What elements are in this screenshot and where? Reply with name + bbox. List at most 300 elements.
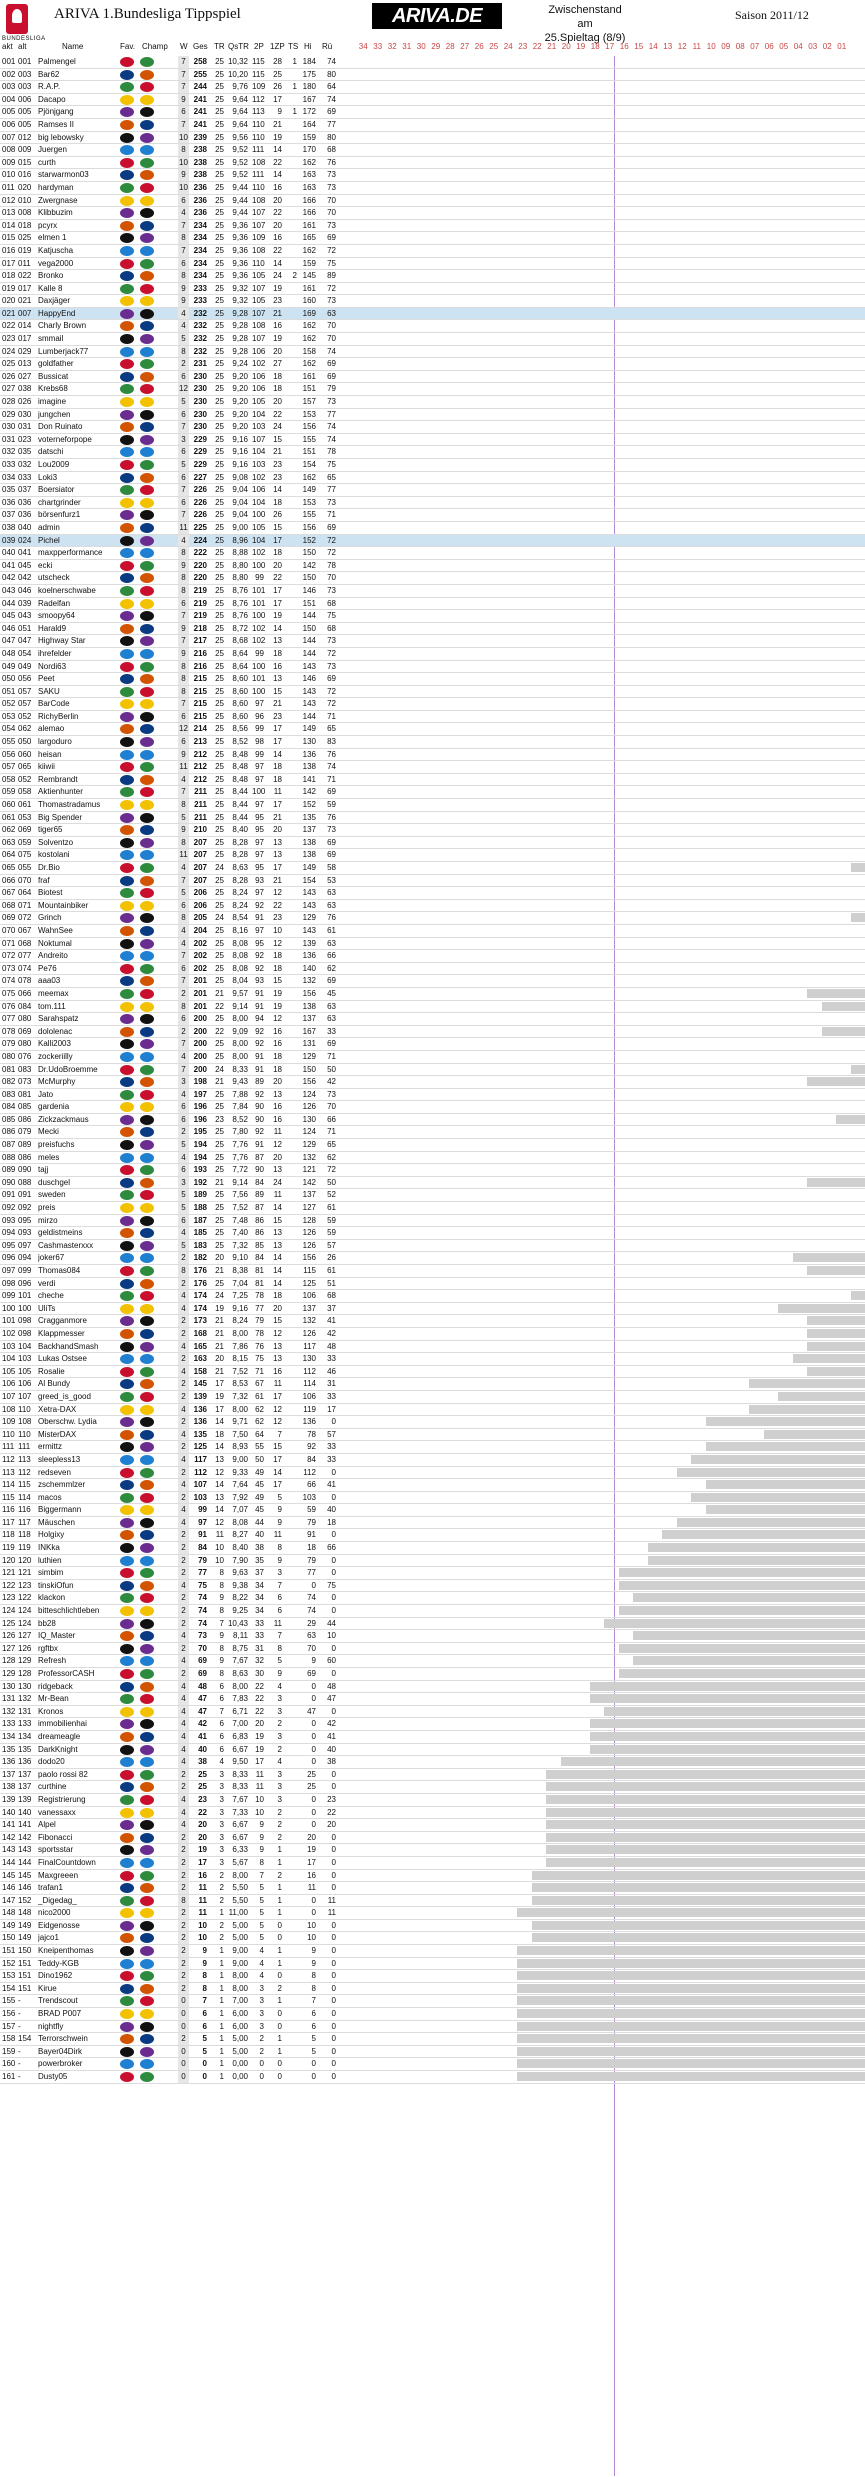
cell-name[interactable]: powerbroker <box>38 2059 83 2069</box>
table-row[interactable] <box>0 1278 865 1291</box>
cell-name[interactable]: RichyBerlin <box>38 711 79 721</box>
cell-name[interactable]: voterneforpope <box>38 434 92 444</box>
cell-name[interactable]: Oberschw. Lydia <box>38 1417 97 1427</box>
cell-name[interactable]: curth <box>38 157 56 167</box>
table-row[interactable] <box>0 169 865 182</box>
cell-name[interactable]: BRAD P007 <box>38 2009 82 2019</box>
table-row[interactable] <box>0 232 865 245</box>
table-row[interactable] <box>0 1114 865 1127</box>
table-row[interactable] <box>0 2008 865 2021</box>
table-row[interactable] <box>0 1807 865 1820</box>
cell-name[interactable]: fraf <box>38 875 50 885</box>
table-row[interactable] <box>0 1731 865 1744</box>
cell-name[interactable]: Katjuscha <box>38 245 74 255</box>
table-row[interactable] <box>0 837 865 850</box>
table-row[interactable] <box>0 1567 865 1580</box>
cell-name[interactable]: cheche <box>38 1291 64 1301</box>
table-row[interactable] <box>0 283 865 296</box>
table-row[interactable] <box>0 1542 865 1555</box>
table-row[interactable] <box>0 560 865 573</box>
table-row[interactable] <box>0 950 865 963</box>
table-row[interactable] <box>0 1555 865 1568</box>
table-row[interactable] <box>0 598 865 611</box>
cell-name[interactable]: tajj <box>38 1165 49 1175</box>
cell-name[interactable]: Teddy-KGB <box>38 1958 79 1968</box>
cell-name[interactable]: McMurphy <box>38 1077 76 1087</box>
cell-name[interactable]: Cashmasterxxx <box>38 1240 94 1250</box>
cell-name[interactable]: Kronos <box>38 1706 64 1716</box>
cell-name[interactable]: Pe76 <box>38 963 57 973</box>
table-row[interactable] <box>0 1655 865 1668</box>
cell-name[interactable]: elmen 1 <box>38 233 67 243</box>
table-row[interactable] <box>0 535 865 548</box>
table-row[interactable] <box>0 1189 865 1202</box>
cell-name[interactable]: macos <box>38 1492 62 1502</box>
table-row[interactable] <box>0 1404 865 1417</box>
table-row[interactable] <box>0 698 865 711</box>
cell-name[interactable]: BarCode <box>38 699 70 709</box>
cell-name[interactable]: Mr-Bean <box>38 1694 69 1704</box>
table-row[interactable] <box>0 824 865 837</box>
table-row[interactable] <box>0 1101 865 1114</box>
table-row[interactable] <box>0 182 865 195</box>
table-row[interactable] <box>0 1467 865 1480</box>
cell-name[interactable]: vega2000 <box>38 258 74 268</box>
table-row[interactable] <box>0 1341 865 1354</box>
table-row[interactable] <box>0 1416 865 1429</box>
table-row[interactable] <box>0 1177 865 1190</box>
table-row[interactable] <box>0 1517 865 1530</box>
cell-name[interactable]: Registrierung <box>38 1794 86 1804</box>
cell-name[interactable]: Mäuschen <box>38 1517 75 1527</box>
table-row[interactable] <box>0 1089 865 1102</box>
cell-name[interactable]: Rosalie <box>38 1366 65 1376</box>
table-row[interactable] <box>0 799 865 812</box>
cell-name[interactable]: Al Bundy <box>38 1379 71 1389</box>
cell-name[interactable]: Fibonacci <box>38 1832 73 1842</box>
cell-name[interactable]: pcyrx <box>38 220 58 230</box>
table-row[interactable] <box>0 1932 865 1945</box>
table-row[interactable] <box>0 1832 865 1845</box>
cell-name[interactable]: tinskiOfun <box>38 1580 74 1590</box>
table-row[interactable] <box>0 245 865 258</box>
table-row[interactable] <box>0 1681 865 1694</box>
cell-name[interactable]: Don Ruinato <box>38 422 83 432</box>
cell-name[interactable]: paolo rossi 82 <box>38 1769 88 1779</box>
table-row[interactable] <box>0 1945 865 1958</box>
cell-name[interactable]: maxpperformance <box>38 548 103 558</box>
table-row[interactable] <box>0 371 865 384</box>
table-row[interactable] <box>0 1013 865 1026</box>
cell-name[interactable]: Solventzo <box>38 837 74 847</box>
table-row[interactable] <box>0 1668 865 1681</box>
cell-name[interactable]: imagine <box>38 397 67 407</box>
table-row[interactable] <box>0 69 865 82</box>
cell-name[interactable]: smoopy64 <box>38 611 75 621</box>
cell-name[interactable]: meemax <box>38 988 69 998</box>
cell-name[interactable]: ihrefelder <box>38 648 72 658</box>
table-row[interactable] <box>0 1026 865 1039</box>
table-row[interactable] <box>0 1290 865 1303</box>
cell-name[interactable]: Dr.Bio <box>38 863 60 872</box>
cell-name[interactable]: INKka <box>38 1543 60 1553</box>
table-row[interactable] <box>0 849 865 862</box>
cell-name[interactable]: Holgixy <box>38 1530 65 1540</box>
cell-name[interactable]: verdi <box>38 1278 56 1288</box>
table-row[interactable] <box>0 774 865 787</box>
table-row[interactable] <box>0 1076 865 1089</box>
cell-name[interactable]: redseven <box>38 1467 71 1477</box>
cell-name[interactable]: Dusty05 <box>38 2072 68 2081</box>
table-row[interactable] <box>0 1706 865 1719</box>
table-row[interactable] <box>0 1353 865 1366</box>
cell-name[interactable]: largoduro <box>38 737 72 747</box>
table-row[interactable] <box>0 1643 865 1656</box>
cell-name[interactable]: Boersiator <box>38 485 75 495</box>
cell-name[interactable]: Terrorschwein <box>38 2034 88 2044</box>
cell-name[interactable]: ProfessorCASH <box>38 1669 95 1678</box>
table-row[interactable] <box>0 333 865 346</box>
cell-name[interactable]: immobilienhai <box>38 1719 87 1729</box>
table-row[interactable] <box>0 648 865 661</box>
table-row[interactable] <box>0 988 865 1001</box>
table-row[interactable] <box>0 862 865 875</box>
cell-name[interactable]: alemao <box>38 724 65 734</box>
table-row[interactable] <box>0 585 865 598</box>
cell-name[interactable]: gardenia <box>38 1102 70 1112</box>
cell-name[interactable]: Krebs68 <box>38 384 68 394</box>
cell-name[interactable]: Eidgenosse <box>38 1920 80 1930</box>
table-row[interactable] <box>0 295 865 308</box>
table-row[interactable] <box>0 1164 865 1177</box>
table-row[interactable] <box>0 786 865 799</box>
table-row[interactable] <box>0 1970 865 1983</box>
cell-name[interactable]: Pichel <box>38 535 60 545</box>
table-row[interactable] <box>0 509 865 522</box>
table-row[interactable] <box>0 1064 865 1077</box>
table-row[interactable] <box>0 1870 865 1883</box>
cell-name[interactable]: Kneipenthomas <box>38 1946 94 1956</box>
table-row[interactable] <box>0 1492 865 1505</box>
table-row[interactable] <box>0 1857 865 1870</box>
table-row[interactable] <box>0 1907 865 1920</box>
table-row[interactable] <box>0 938 865 951</box>
table-row[interactable] <box>0 94 865 107</box>
table-row[interactable] <box>0 132 865 145</box>
cell-name[interactable]: ermittz <box>38 1442 62 1452</box>
table-row[interactable] <box>0 912 865 925</box>
cell-name[interactable]: Pjönjgang <box>38 107 74 117</box>
table-row[interactable] <box>0 1202 865 1215</box>
cell-name[interactable]: kostolani <box>38 850 70 860</box>
table-row[interactable] <box>0 106 865 119</box>
cell-name[interactable]: Nordi63 <box>38 661 67 671</box>
cell-name[interactable]: tiger65 <box>38 825 63 835</box>
table-row[interactable] <box>0 409 865 422</box>
cell-name[interactable]: datschi <box>38 447 64 457</box>
cell-name[interactable]: curthine <box>38 1782 67 1792</box>
cell-name[interactable]: Daxjäger <box>38 296 71 306</box>
cell-name[interactable]: heisan <box>38 749 62 759</box>
table-row[interactable] <box>0 358 865 371</box>
table-row[interactable] <box>0 1139 865 1152</box>
cell-name[interactable]: rgftbx <box>38 1643 59 1653</box>
cell-name[interactable]: bitteschlichtleben <box>38 1606 100 1616</box>
cell-name[interactable]: Kirue <box>38 1983 57 1993</box>
cell-name[interactable]: Maxgreeen <box>38 1870 79 1880</box>
table-row[interactable] <box>0 761 865 774</box>
table-row[interactable] <box>0 1995 865 2008</box>
cell-name[interactable]: simbim <box>38 1568 64 1578</box>
cell-name[interactable]: MisterDAX <box>38 1429 77 1439</box>
table-row[interactable] <box>0 1756 865 1769</box>
cell-name[interactable]: Peet <box>38 674 55 684</box>
cell-name[interactable]: Mecki <box>38 1127 59 1137</box>
cell-name[interactable]: Thomastradamus <box>38 800 101 810</box>
cell-name[interactable]: Aktienhunter <box>38 787 83 797</box>
table-row[interactable] <box>0 396 865 409</box>
table-row[interactable] <box>0 736 865 749</box>
cell-name[interactable]: Andreito <box>38 951 68 961</box>
cell-name[interactable]: Charly Brown <box>38 321 87 331</box>
table-row[interactable] <box>0 1983 865 1996</box>
cell-name[interactable]: IQ_Master <box>38 1631 76 1641</box>
cell-name[interactable]: Klibbuzim <box>38 208 73 218</box>
cell-name[interactable]: _Digedag_ <box>38 1895 77 1905</box>
cell-name[interactable]: Alpel <box>38 1820 56 1830</box>
table-row[interactable] <box>0 812 865 825</box>
cell-name[interactable]: Klappmesser <box>38 1328 85 1338</box>
cell-name[interactable]: jajco1 <box>38 1933 59 1943</box>
table-row[interactable] <box>0 900 865 913</box>
table-row[interactable] <box>0 1920 865 1933</box>
table-row[interactable] <box>0 1882 865 1895</box>
cell-name[interactable]: Kalli2003 <box>38 1039 71 1049</box>
table-row[interactable] <box>0 2021 865 2034</box>
table-row[interactable] <box>0 220 865 233</box>
table-row[interactable] <box>0 1529 865 1542</box>
table-row[interactable] <box>0 1441 865 1454</box>
table-row[interactable] <box>0 875 865 888</box>
cell-name[interactable]: R.A.P. <box>38 82 61 92</box>
cell-name[interactable]: Palmengel <box>38 57 76 66</box>
table-row[interactable] <box>0 157 865 170</box>
table-row[interactable] <box>0 1781 865 1794</box>
table-row[interactable] <box>0 1895 865 1908</box>
table-row[interactable] <box>0 1718 865 1731</box>
cell-name[interactable]: greed_is_good <box>38 1391 91 1401</box>
table-row[interactable] <box>0 711 865 724</box>
table-row[interactable] <box>0 749 865 762</box>
cell-name[interactable]: luthien <box>38 1555 62 1565</box>
ariva-logo[interactable]: ARIVA.DE <box>372 3 502 29</box>
table-row[interactable] <box>0 258 865 271</box>
table-row[interactable] <box>0 1618 865 1631</box>
table-row[interactable] <box>0 207 865 220</box>
cell-name[interactable]: starwarmon03 <box>38 170 89 180</box>
table-row[interactable] <box>0 2033 865 2046</box>
table-row[interactable] <box>0 1051 865 1064</box>
table-row[interactable] <box>0 1038 865 1051</box>
table-row[interactable] <box>0 1378 865 1391</box>
table-row[interactable] <box>0 1504 865 1517</box>
cell-name[interactable]: BackhandSmash <box>38 1341 99 1351</box>
cell-name[interactable]: trafan1 <box>38 1883 63 1893</box>
table-row[interactable] <box>0 1001 865 1014</box>
table-row[interactable] <box>0 320 865 333</box>
cell-name[interactable]: zschemmlzer <box>38 1480 86 1490</box>
cell-name[interactable]: Radelfan <box>38 598 71 608</box>
table-row[interactable] <box>0 434 865 447</box>
table-row[interactable] <box>0 1328 865 1341</box>
cell-name[interactable]: FinalCountdown <box>38 1857 96 1867</box>
cell-name[interactable]: börsenfurz1 <box>38 510 81 520</box>
table-row[interactable] <box>0 1580 865 1593</box>
table-row[interactable] <box>0 1252 865 1265</box>
cell-name[interactable]: Biggermann <box>38 1505 82 1515</box>
cell-name[interactable]: Kalle 8 <box>38 283 63 293</box>
cell-name[interactable]: UliTs <box>38 1303 56 1313</box>
table-row[interactable] <box>0 1630 865 1643</box>
cell-name[interactable]: DarkKnight <box>38 1744 78 1754</box>
table-row[interactable] <box>0 623 865 636</box>
cell-name[interactable]: WahnSee <box>38 925 73 935</box>
table-row[interactable] <box>0 1479 865 1492</box>
cell-name[interactable]: preisfuchs <box>38 1140 75 1150</box>
cell-name[interactable]: tom.111 <box>38 1001 66 1011</box>
cell-name[interactable]: Mountainbiker <box>38 900 89 910</box>
cell-name[interactable]: koelnerschwabe <box>38 585 96 595</box>
cell-name[interactable]: Zwergnase <box>38 195 78 205</box>
cell-name[interactable]: duschgel <box>38 1177 71 1187</box>
cell-name[interactable]: goldfather <box>38 359 74 369</box>
table-row[interactable] <box>0 1391 865 1404</box>
table-row[interactable] <box>0 1794 865 1807</box>
cell-name[interactable]: kiiwii <box>38 762 55 772</box>
cell-name[interactable]: zockeriilly <box>38 1051 73 1061</box>
cell-name[interactable]: Rembrandt <box>38 774 78 784</box>
cell-name[interactable]: jungchen <box>38 409 71 419</box>
cell-name[interactable]: Biotest <box>38 888 63 898</box>
cell-name[interactable]: Ramses II <box>38 119 75 129</box>
cell-name[interactable]: geldistmeins <box>38 1228 83 1238</box>
cell-name[interactable]: Juergen <box>38 145 67 155</box>
table-row[interactable] <box>0 472 865 485</box>
table-row[interactable] <box>0 1315 865 1328</box>
cell-name[interactable]: Highway Star <box>38 636 86 646</box>
cell-name[interactable]: bb28 <box>38 1618 56 1628</box>
table-row[interactable] <box>0 119 865 132</box>
table-row[interactable] <box>0 661 865 674</box>
table-row[interactable] <box>0 1152 865 1165</box>
cell-name[interactable]: Refresh <box>38 1656 67 1666</box>
cell-name[interactable]: Noktumal <box>38 938 72 948</box>
cell-name[interactable]: Trendscout <box>38 1996 78 2006</box>
table-row[interactable] <box>0 346 865 359</box>
table-row[interactable] <box>0 887 865 900</box>
cell-name[interactable]: hardyman <box>38 182 74 192</box>
table-row[interactable] <box>0 2071 865 2084</box>
table-row[interactable] <box>0 1592 865 1605</box>
cell-name[interactable]: HappyEnd <box>38 308 76 318</box>
table-row[interactable] <box>0 56 865 69</box>
cell-name[interactable]: sweden <box>38 1190 66 1200</box>
cell-name[interactable]: klackon <box>38 1593 66 1603</box>
table-row[interactable] <box>0 308 865 321</box>
table-row[interactable] <box>0 1844 865 1857</box>
cell-name[interactable]: ecki <box>38 560 53 570</box>
table-row[interactable] <box>0 446 865 459</box>
table-row[interactable] <box>0 383 865 396</box>
cell-name[interactable]: Harald9 <box>38 623 67 633</box>
cell-name[interactable]: Grinch <box>38 913 62 923</box>
cell-name[interactable]: nico2000 <box>38 1908 71 1918</box>
cell-name[interactable]: Zickzackmaus <box>38 1114 89 1124</box>
cell-name[interactable]: nightfly <box>38 2021 64 2031</box>
table-row[interactable] <box>0 2058 865 2071</box>
table-row[interactable] <box>0 1303 865 1316</box>
cell-name[interactable]: meles <box>38 1152 60 1162</box>
cell-name[interactable]: Dacapo <box>38 94 66 104</box>
table-row[interactable] <box>0 673 865 686</box>
table-row[interactable] <box>0 1819 865 1832</box>
cell-name[interactable]: chartgrinder <box>38 497 81 507</box>
table-row[interactable] <box>0 144 865 157</box>
cell-name[interactable]: Big Spender <box>38 812 83 822</box>
cell-name[interactable]: sportsstar <box>38 1845 74 1855</box>
cell-name[interactable]: Sarahspatz <box>38 1014 79 1024</box>
table-row[interactable] <box>0 1744 865 1757</box>
cell-name[interactable]: mirzo <box>38 1215 58 1225</box>
cell-name[interactable]: Dino1962 <box>38 1971 73 1981</box>
cell-name[interactable]: Cragganmore <box>38 1316 87 1326</box>
cell-name[interactable]: Jato <box>38 1089 54 1099</box>
cell-name[interactable]: Bussicat <box>38 371 69 381</box>
table-row[interactable] <box>0 610 865 623</box>
cell-name[interactable]: dololenac <box>38 1026 73 1036</box>
table-row[interactable] <box>0 522 865 535</box>
cell-name[interactable]: Lumberjack77 <box>38 346 89 356</box>
table-row[interactable] <box>0 421 865 434</box>
cell-name[interactable]: dreameagle <box>38 1731 81 1741</box>
table-row[interactable] <box>0 1126 865 1139</box>
table-row[interactable] <box>0 459 865 472</box>
table-row[interactable] <box>0 1454 865 1467</box>
cell-name[interactable]: Loki3 <box>38 472 58 482</box>
cell-name[interactable]: Lou2009 <box>38 460 70 469</box>
table-row[interactable] <box>0 1215 865 1228</box>
cell-name[interactable]: utscheck <box>38 573 70 583</box>
cell-name[interactable]: Dr.UdoBroemme <box>38 1064 98 1074</box>
cell-name[interactable]: Lukas Ostsee <box>38 1354 87 1364</box>
table-row[interactable] <box>0 1429 865 1442</box>
cell-name[interactable]: joker67 <box>38 1253 65 1263</box>
cell-name[interactable]: Bayer04Dirk <box>38 2046 83 2056</box>
table-row[interactable] <box>0 547 865 560</box>
table-row[interactable] <box>0 497 865 510</box>
table-row[interactable] <box>0 484 865 497</box>
cell-name[interactable]: SAKU <box>38 686 60 696</box>
cell-name[interactable]: dodo20 <box>38 1757 65 1767</box>
cell-name[interactable]: smmail <box>38 334 64 344</box>
table-row[interactable] <box>0 635 865 648</box>
cell-name[interactable]: ridgeback <box>38 1681 73 1691</box>
table-row[interactable] <box>0 1693 865 1706</box>
table-row[interactable] <box>0 686 865 699</box>
table-row[interactable] <box>0 270 865 283</box>
table-row[interactable] <box>0 1605 865 1618</box>
table-row[interactable] <box>0 1366 865 1379</box>
